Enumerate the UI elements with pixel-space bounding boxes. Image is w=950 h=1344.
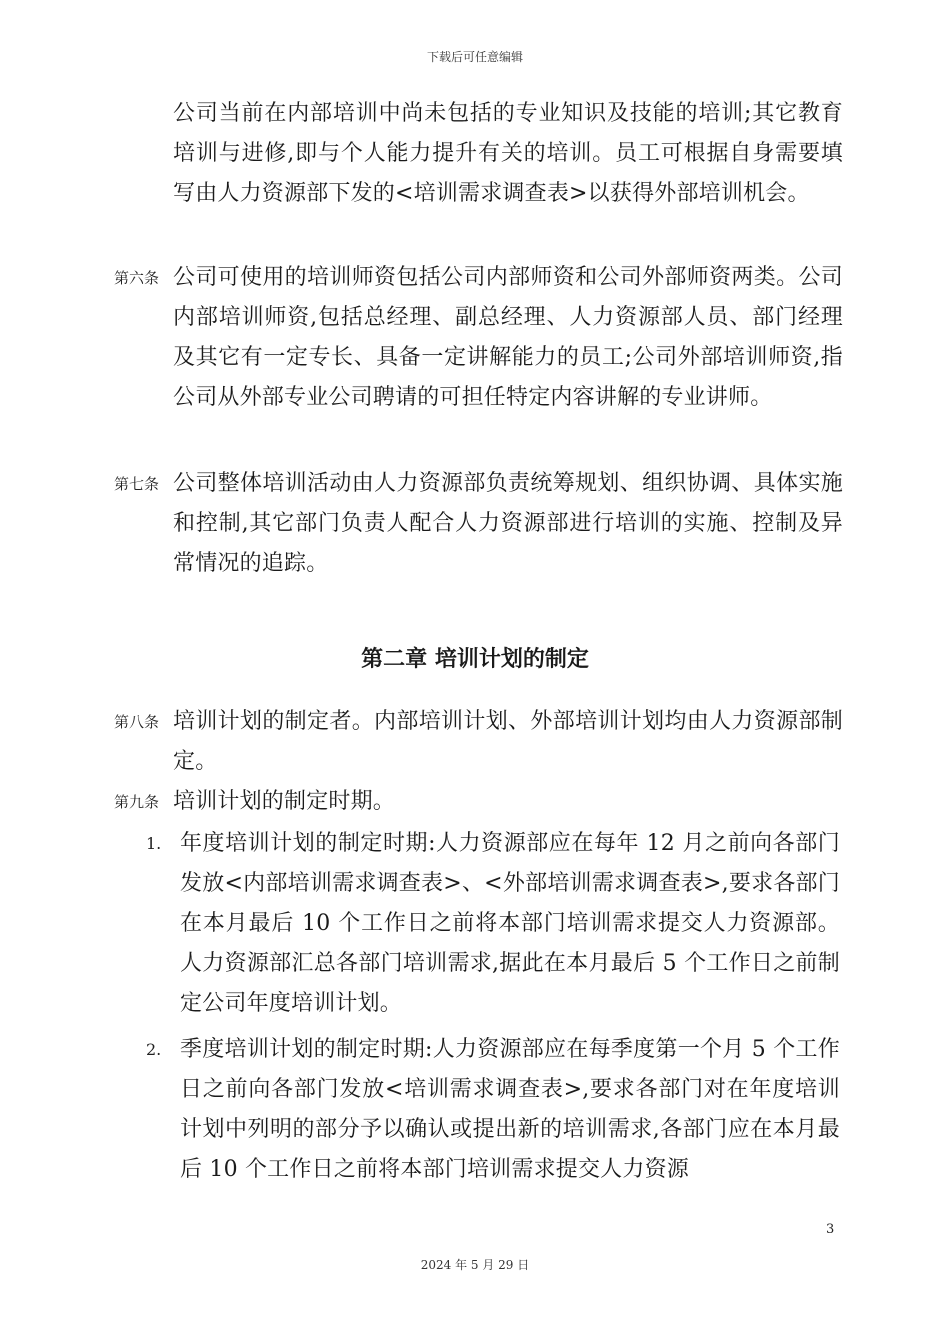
- article-7-label: 第七条: [114, 475, 160, 493]
- article-6-label: 第六条: [114, 269, 160, 287]
- page-footer-date: 2024 年 5 月 29 日: [420, 1258, 530, 1272]
- list-item-1-number: 1.: [146, 834, 162, 853]
- article-9-label: 第九条: [114, 793, 160, 811]
- article-7-text: 公司整体培训活动由人力资源部负责统筹规划、组织协调、具体实施和控制,其它部门负责人配合人力资源部进行培训的实施、控制及异常情况的追踪。: [173, 471, 843, 576]
- chapter-title: 第二章 培训计划的制定: [361, 647, 589, 672]
- list-item-2-text: 季度培训计划的制定时期:人力资源部应在每季度第一个月 5 个工作日之前向各部门发放<培训需求调查表>,要求各部门对在年度培训计划中列明的部分予以确认或提出新的培训需求,各部门应在本月最后 10 个工作日之前将本部门培训需求提交人力资源: [180, 1037, 840, 1182]
- list-item-2-number: 2.: [146, 1040, 162, 1059]
- intro-paragraph: 公司当前在内部培训中尚未包括的专业知识及技能的培训;其它教育培训与进修,即与个人能力提升有关的培训。员工可根据自身需要填写由人力资源部下发的<培训需求调查表>以获得外部培训机会。: [173, 101, 843, 206]
- list-item-1-text: 年度培训计划的制定时期:人力资源部应在每年 12 月之前向各部门发放<内部培训需求调查表>、<外部培训需求调查表>,要求各部门在本月最后 10 个工作日之前将本部门培训需求提交人力资源部。人力资源部汇总各部门培训需求,据此在本月最后 5 个工作日之前制定公司年度培训计划。: [180, 831, 840, 1016]
- article-8-label: 第八条: [114, 713, 160, 731]
- page-header: 下载后可任意编辑: [426, 50, 523, 64]
- page-number: 3: [826, 1222, 835, 1237]
- article-9-text: 培训计划的制定时期。: [173, 789, 396, 814]
- article-6-text: 公司可使用的培训师资包括公司内部师资和公司外部师资两类。公司内部培训师资,包括总经理、副总经理、人力资源部人员、部门经理及其它有一定专长、具备一定讲解能力的员工;公司外部培训师资,指公司从外部专业公司聘请的可担任特定内容讲解的专业讲师。: [173, 265, 843, 410]
- article-8-text: 培训计划的制定者。内部培训计划、外部培训计划均由人力资源部制定。: [173, 709, 843, 774]
